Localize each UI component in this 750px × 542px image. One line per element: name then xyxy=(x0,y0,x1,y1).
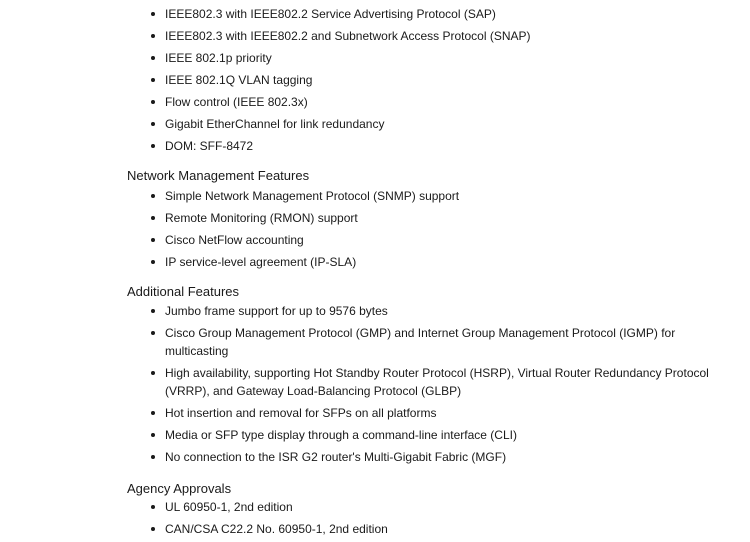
agency-approvals-list xyxy=(0,498,750,542)
list-item: Cisco NetFlow accounting xyxy=(0,231,710,249)
list-item: High availability, supporting Hot Standby Router Protocol (HSRP), Virtual Router Redundancy Protocol (VRRP), and Gateway Load-Balancing Protocol (GLBP) xyxy=(0,364,710,400)
list-item: IEEE 802.1p priority xyxy=(0,49,710,67)
list-item: IEEE 802.1Q VLAN tagging xyxy=(0,71,710,89)
list-item: IEEE802.3 with IEEE802.2 and Subnetwork Access Protocol (SNAP) xyxy=(0,27,710,45)
list-item: UL 60950-1, 2nd edition xyxy=(0,498,710,516)
protocol-feature-list xyxy=(0,5,750,159)
list-item: Jumbo frame support for up to 9576 bytes xyxy=(0,302,710,320)
additional-features-list xyxy=(0,302,750,470)
network-management-heading: Network Management Features xyxy=(127,168,310,183)
additional-features-heading: Additional Features xyxy=(127,284,240,299)
list-item: Cisco Group Management Protocol (GMP) and Internet Group Management Protocol (IGMP) for multicasting xyxy=(0,324,710,360)
list-item: Flow control (IEEE 802.3x) xyxy=(0,93,710,111)
list-item: Simple Network Management Protocol (SNMP) support xyxy=(0,187,710,205)
list-item: IP service-level agreement (IP-SLA) xyxy=(0,253,710,271)
list-item: CAN/CSA C22.2 No. 60950-1, 2nd edition xyxy=(0,520,710,538)
list-item: Gigabit EtherChannel for link redundancy xyxy=(0,115,710,133)
list-item: Media or SFP type display through a command-line interface (CLI) xyxy=(0,426,710,444)
list-item: IEEE802.3 with IEEE802.2 Service Advertising Protocol (SAP) xyxy=(0,5,710,23)
list-item: No connection to the ISR G2 router's Multi-Gigabit Fabric (MGF) xyxy=(0,448,710,466)
network-management-list xyxy=(0,187,750,275)
list-item: DOM: SFF-8472 xyxy=(0,137,710,155)
agency-approvals-heading: Agency Approvals xyxy=(127,481,232,496)
list-item: Hot insertion and removal for SFPs on all platforms xyxy=(0,404,710,422)
list-item: Remote Monitoring (RMON) support xyxy=(0,209,710,227)
